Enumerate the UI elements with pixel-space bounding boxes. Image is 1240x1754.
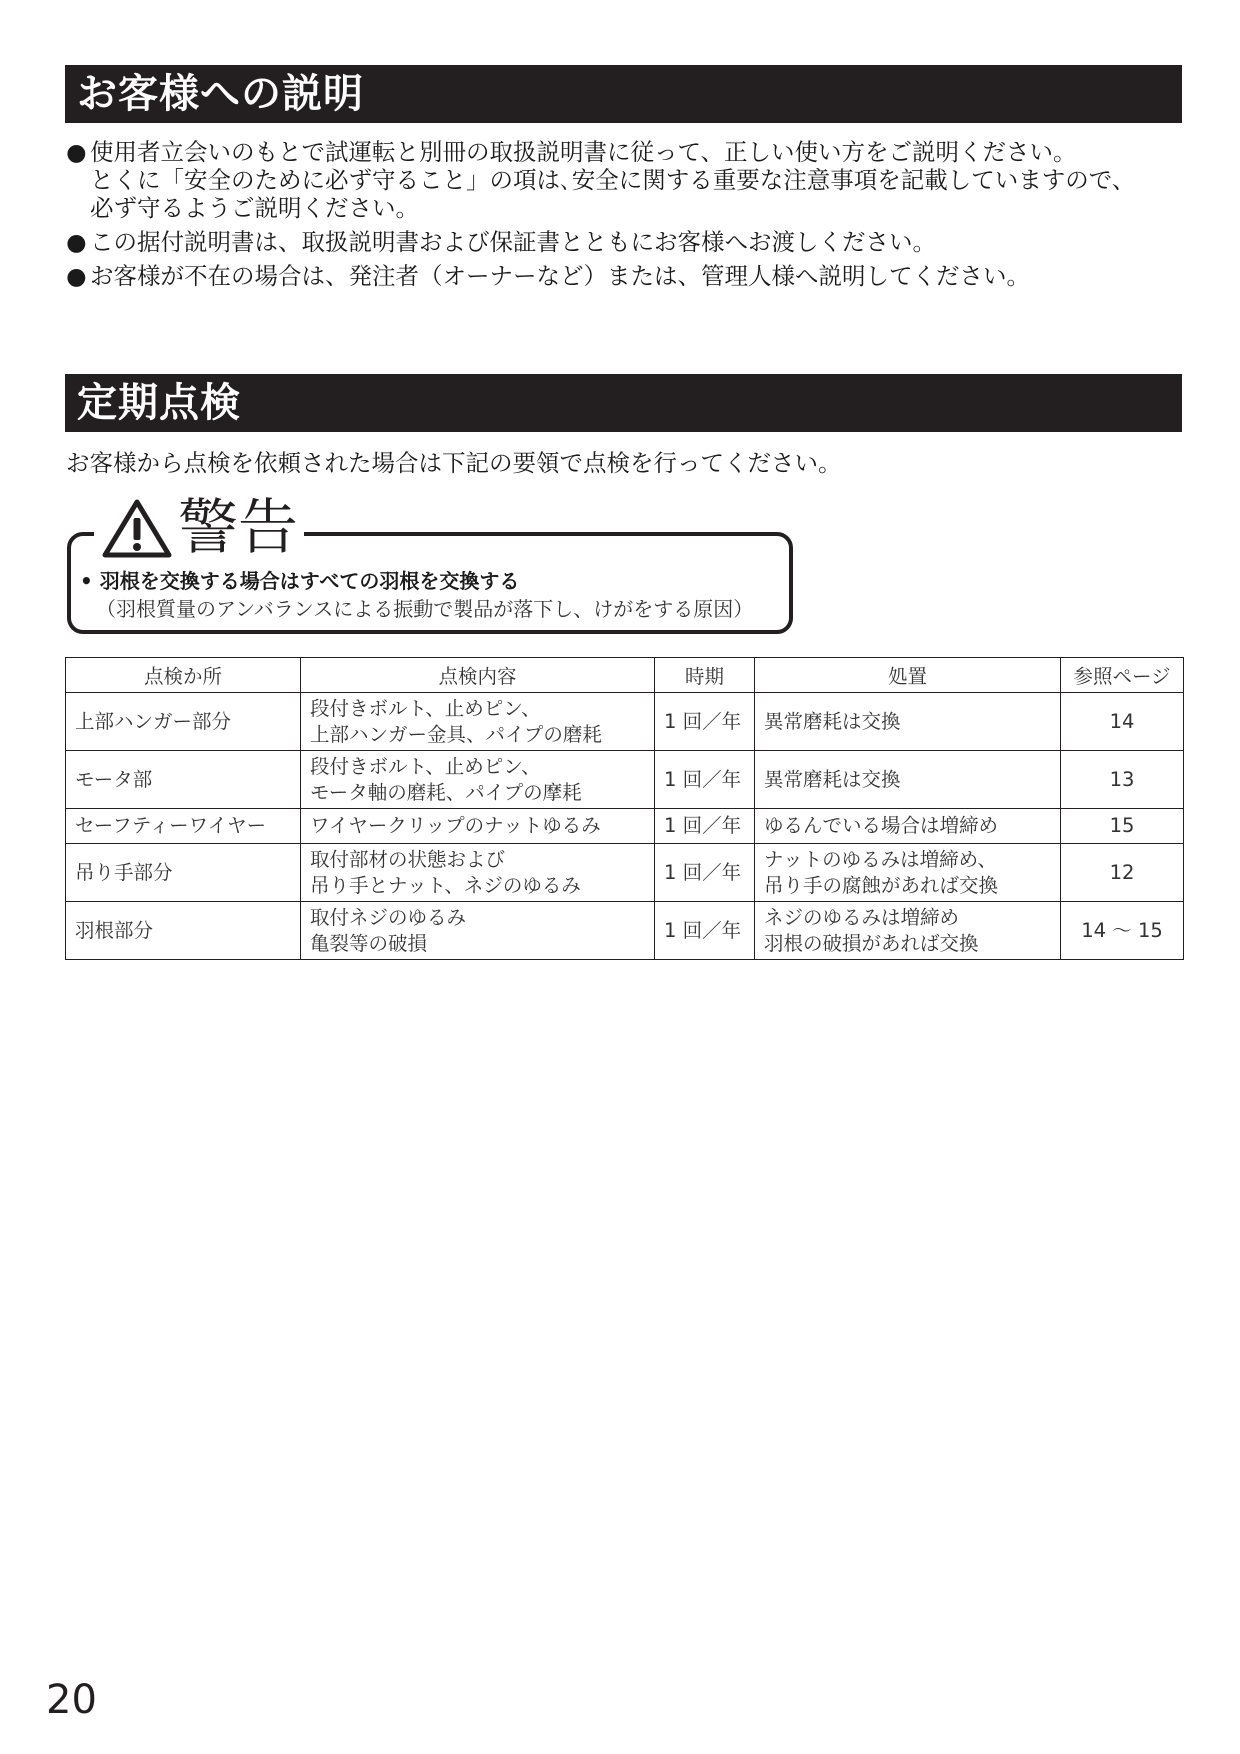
cell-location: モータ部 (66, 751, 301, 809)
bullet-text-line: 必ず守るようご説明ください。 (90, 194, 419, 222)
cell-content (301, 693, 655, 751)
cell-action: ゆるんでいる場合は増締め (755, 809, 1061, 844)
cell-content (301, 751, 655, 809)
cell-period: 1 回／年 (655, 809, 755, 844)
cell-line: 段付きボルト、止めピン、 (310, 696, 541, 720)
cell-line: 取付部材の状態および (310, 847, 506, 871)
cell-location: 吊り手部分 (66, 844, 301, 902)
page-number: 20 (46, 1677, 97, 1723)
cell-action: 異常磨耗は交換 (755, 693, 1061, 751)
cell-line: 亀裂等の破損 (310, 931, 428, 955)
table-row (66, 902, 1184, 960)
cell-page: 14 (1061, 693, 1184, 751)
cell-page: 15 (1061, 809, 1184, 844)
warning-triangle-icon (102, 498, 172, 558)
warning-title: 警告 (178, 493, 298, 563)
cell-line: 段付きボルト、止めピン、 (310, 754, 541, 778)
table-row (66, 809, 1184, 844)
cell-content: ワイヤークリップのナットゆるみ (301, 809, 655, 844)
list-item (66, 262, 1196, 290)
header-location: 点検か所 (66, 658, 301, 693)
warning-text: • 羽根を交換する場合はすべての羽根を交換する (80, 569, 520, 593)
bullet-text-line: とくに「安全のために必ず守ること」の項は､安全に関する重要な注意事項を記載していますので、 (90, 166, 1136, 194)
table-row (66, 751, 1184, 809)
list-item (66, 228, 1196, 256)
cell-location: セーフティーワイヤー (66, 809, 301, 844)
cell-location: 羽根部分 (66, 902, 301, 960)
cell-action (755, 902, 1061, 960)
header-reference-page: 参照ページ (1061, 658, 1184, 693)
cell-period: 1 回／年 (655, 844, 755, 902)
cell-page: 13 (1061, 751, 1184, 809)
header-content: 点検内容 (301, 658, 655, 693)
table-row (66, 693, 1184, 751)
cell-action (755, 844, 1061, 902)
cell-content (301, 844, 655, 902)
cell-line: 羽根の破損があれば交換 (764, 931, 979, 955)
bullet-mark: ● (66, 138, 87, 166)
cell-location: 上部ハンガー部分 (66, 693, 301, 751)
cell-line: 吊り手とナット、ネジのゆるみ (310, 873, 581, 897)
cell-line: 取付ネジのゆるみ (310, 905, 467, 929)
bullet-mark: ● (66, 262, 87, 290)
header-period: 時期 (655, 658, 755, 693)
cell-period: 1 回／年 (655, 902, 755, 960)
cell-line: ナットのゆるみは増締め、 (764, 847, 997, 871)
explanation-list (66, 138, 1196, 296)
bullet-text-line: この据付説明書は、取扱説明書および保証書とともにお客様へお渡しください。 (90, 228, 936, 256)
cell-content (301, 902, 655, 960)
table-header-row (66, 658, 1184, 693)
bullet-text-line: 使用者立会いのもとで試運転と別冊の取扱説明書に従って、正しい使い方をご説明ください。 (90, 138, 1077, 166)
cell-line: 上部ハンガー金具、パイプの磨耗 (310, 722, 602, 746)
cell-line: 吊り手の腐蝕があれば交換 (764, 873, 999, 897)
section-title-customer-explanation: お客様への説明 (65, 65, 1182, 123)
section-title-periodic-inspection: 定期点検 (65, 374, 1182, 432)
inspection-table (65, 657, 1184, 960)
warning-reason: （羽根質量のアンバランスによる振動で製品が落下し、けがをする原因） (96, 597, 754, 621)
cell-line: モータ軸の磨耗、パイプの摩耗 (310, 780, 582, 804)
warning-header (94, 493, 304, 563)
table-row (66, 844, 1184, 902)
bullet-text-line: お客様が不在の場合は、発注者（オーナーなど）または、管理人様へ説明してください。 (90, 262, 1030, 290)
header-action: 処置 (755, 658, 1061, 693)
cell-line: ネジのゆるみは増締め (764, 905, 960, 929)
cell-page: 14 ～ 15 (1061, 902, 1184, 960)
cell-period: 1 回／年 (655, 693, 755, 751)
cell-page: 12 (1061, 844, 1184, 902)
bullet-mark: ● (66, 228, 87, 256)
cell-period: 1 回／年 (655, 751, 755, 809)
cell-action: 異常磨耗は交換 (755, 751, 1061, 809)
list-item (66, 138, 1196, 222)
inspection-intro: お客様から点検を依頼された場合は下記の要領で点検を行ってください。 (66, 449, 842, 477)
